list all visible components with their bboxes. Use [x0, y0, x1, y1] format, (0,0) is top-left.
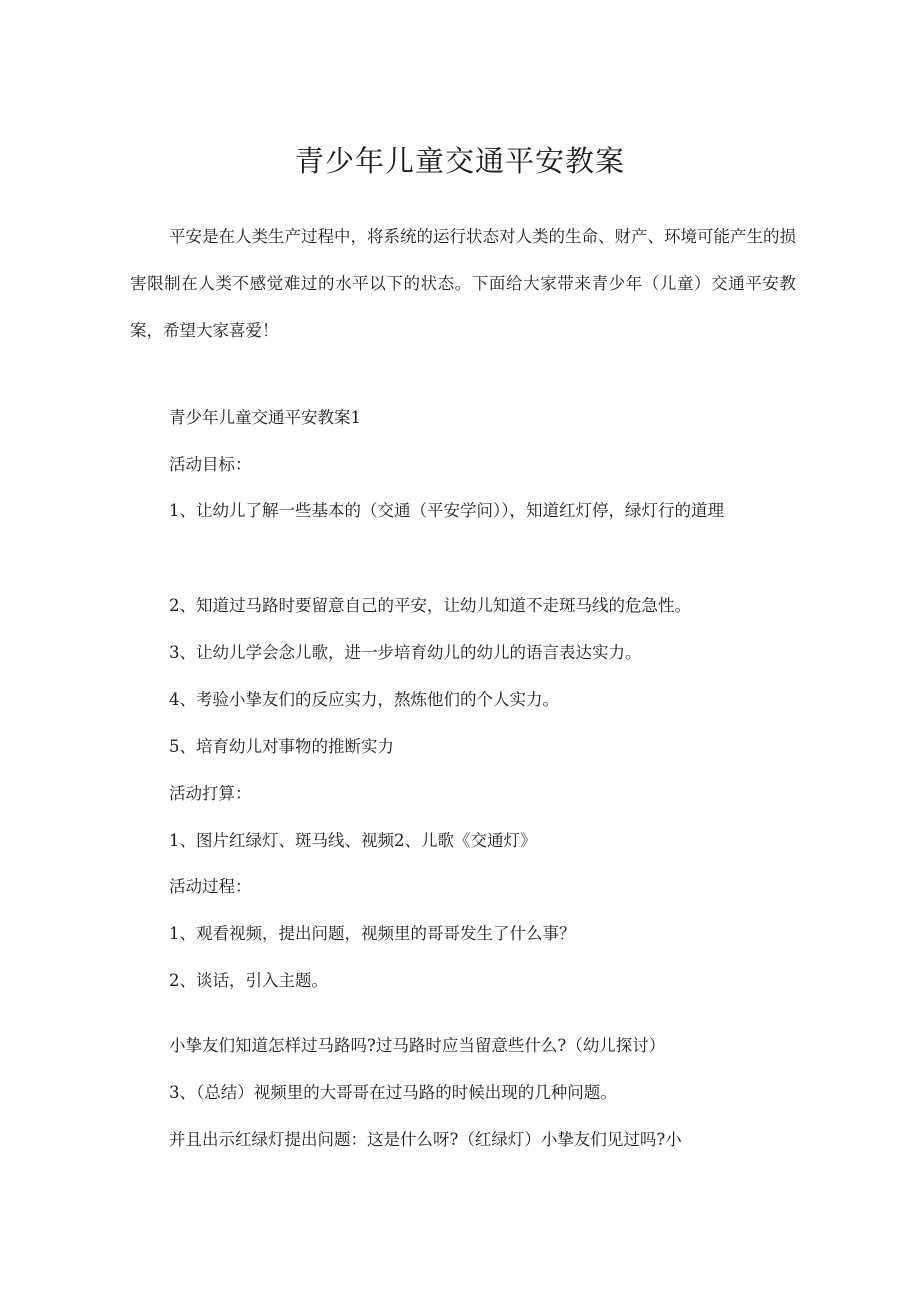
section-heading: 青少年儿童交通平安教案1 [169, 408, 361, 427]
process-item-1: 1、观看视频，提出问题，视频里的哥哥发生了什么事？ [169, 924, 576, 943]
goal-item-1: 1、让幼儿了解一些基本的（交通（平安学问）），知道红灯停，绿灯行的道理 [169, 501, 724, 520]
document-title: 青少年儿童交通平安教案 [294, 144, 625, 178]
activity-goals-label: 活动目标： [169, 455, 252, 474]
goal-item-5: 5、培育幼儿对事物的推断实力 [169, 737, 394, 756]
goal-item-2: 2、知道过马路时要留意自己的平安，让幼儿知道不走斑马线的危急性。 [169, 596, 691, 615]
activity-process-label: 活动过程： [169, 877, 252, 896]
activity-prep-label: 活动打算： [169, 784, 252, 803]
process-item-3: 3、（总结）视频里的大哥哥在过马路的时候出现的几种问题。 [169, 1083, 617, 1102]
process-continuation: 并且出示红绿灯提出问题：这是什么呀?（红绿灯）小挚友们见过吗?小 [169, 1130, 682, 1149]
process-item-2: 2、谈话，引入主题。 [169, 971, 328, 990]
intro-paragraph: 平安是在人类生产过程中，将系统的运行状态对人类的生命、财产、环境可能产生的损害限制在人类不感觉难过的水平以下的状态。下面给大家带来青少年（儿童）交通平安教案，希望大家喜爱！ [130, 227, 796, 340]
goal-item-3: 3、让幼儿学会念儿歌，进一步培育幼儿的幼儿的语言表达实力。 [169, 643, 642, 662]
process-question: 小挚友们知道怎样过马路吗?过马路时应当留意些什么?（幼儿探讨） [169, 1036, 666, 1055]
prep-item-1: 1、图片红绿灯、斑马线、视频2、儿歌《交通灯》 [169, 831, 537, 850]
goal-item-4: 4、考验小挚友们的反应实力，熬炼他们的个人实力。 [169, 690, 559, 709]
